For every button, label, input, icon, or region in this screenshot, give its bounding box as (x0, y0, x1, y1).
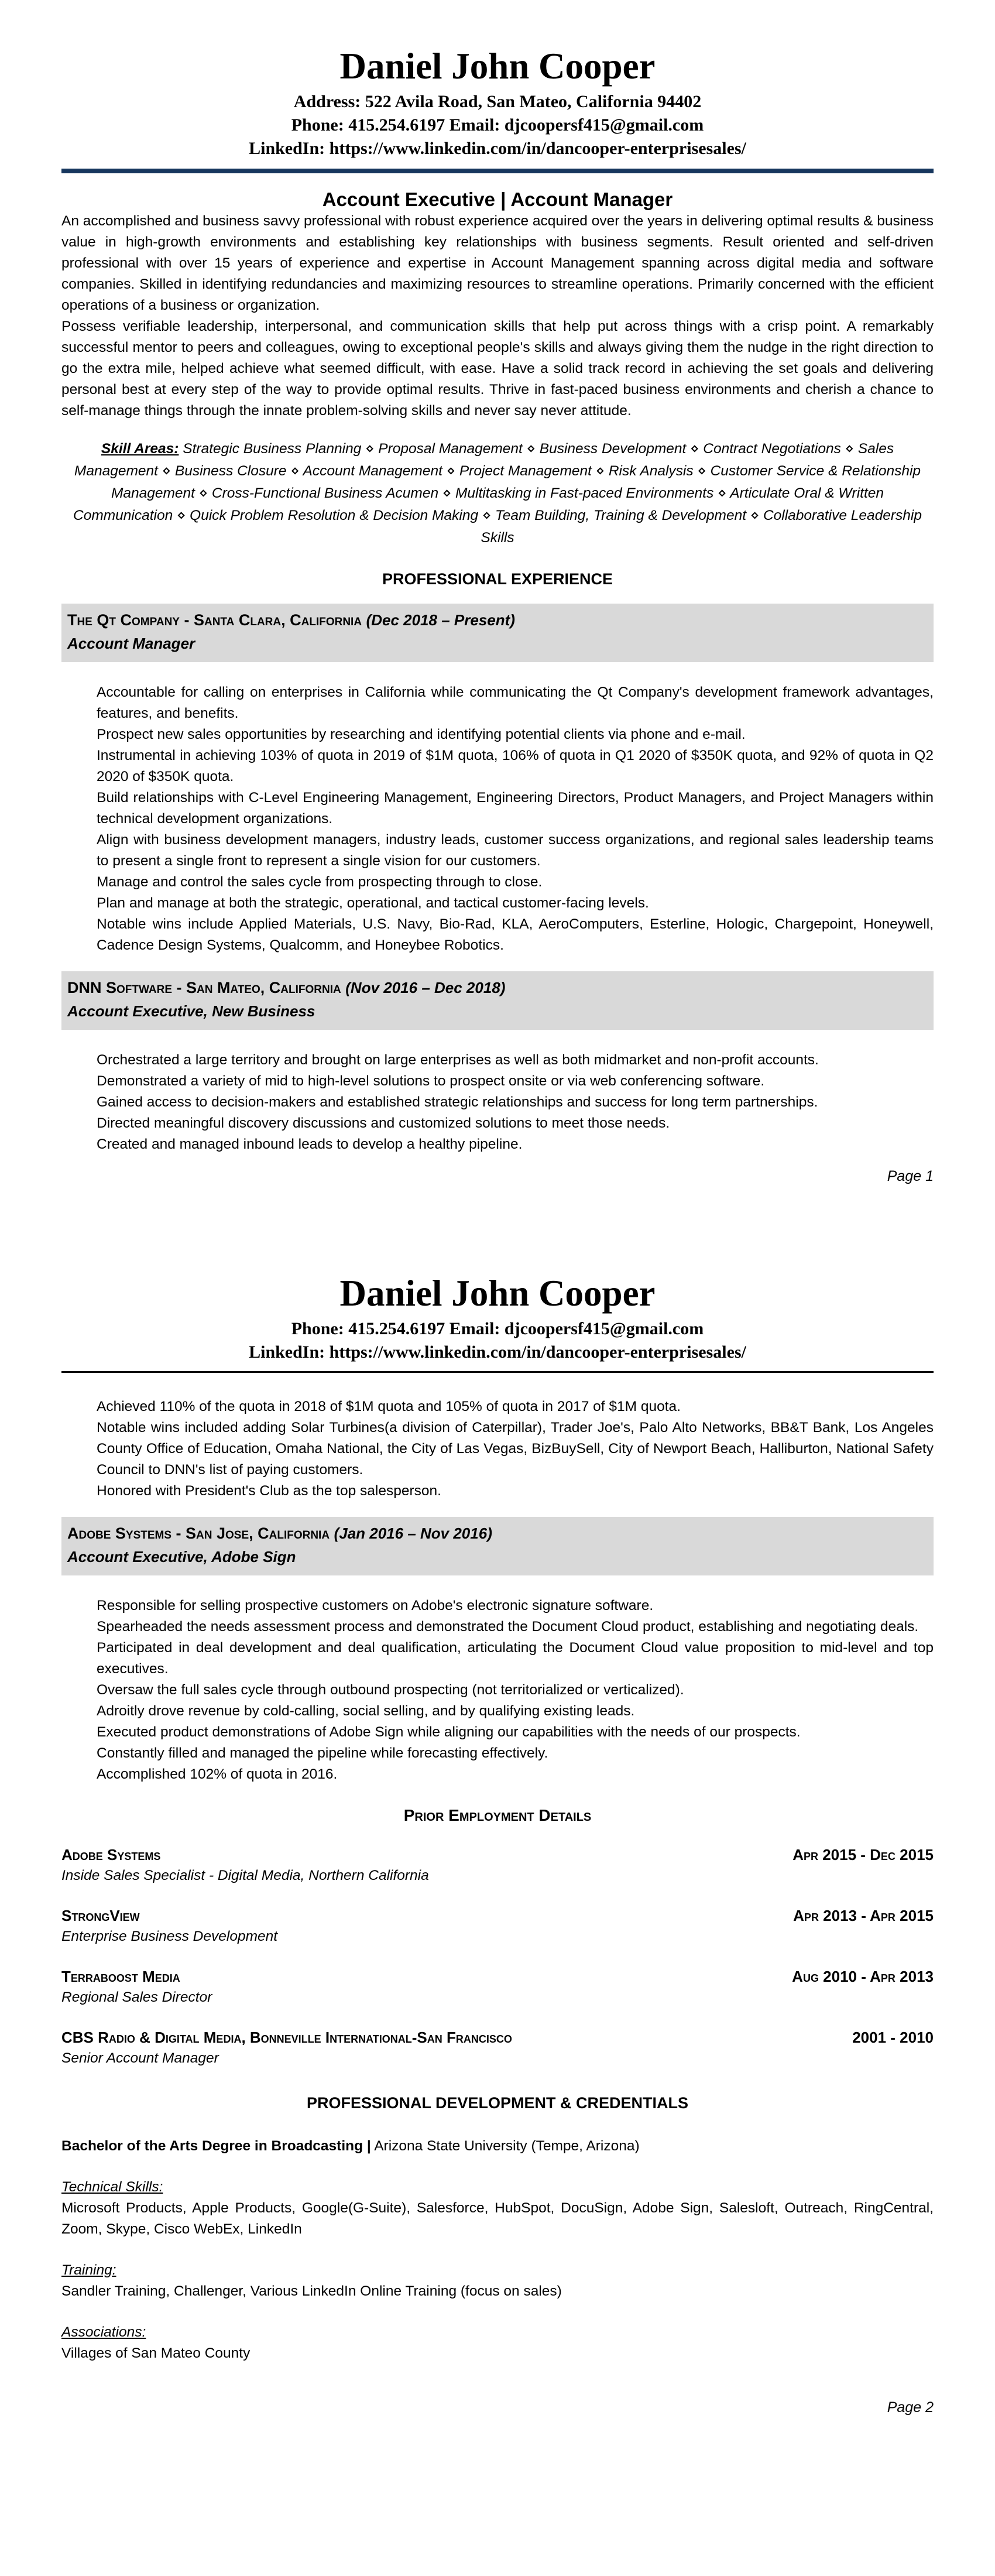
heading-professional-experience: PROFESSIONAL EXPERIENCE (382, 570, 613, 588)
experience-item: Accountable for calling on enterprises in California while communicating the Qt Company's development framework advantages, features, and benefits. (97, 684, 934, 721)
experience-item: Created and managed inbound leads to develop a healthy pipeline. (97, 1136, 523, 1152)
prior-employment-dates: Apr 2015 - Dec 2015 (792, 1846, 934, 1864)
experience-item: Participated in deal development and deal qualification, articulating the Document Cloud value proposition to mid-level and top executives. (97, 1640, 934, 1677)
prior-job-row (61, 1906, 934, 1926)
employment-dates: (Nov 2016 – Dec 2018) (345, 979, 506, 996)
experience-item: Honored with President's Club as the top salesperson. (97, 1483, 441, 1499)
technical-skills-text: Microsoft Products, Apple Products, Google(G-Suite), Salesforce, HubSpot, DocuSign, Adobe Sign, Salesloft, Outreach, RingCentral, Zoom, Skype, Cisco WebEx, LinkedIn (61, 2200, 934, 2237)
resume-page-2 (61, 1273, 934, 2416)
prior-job-row (61, 2027, 934, 2047)
job-company-line (67, 977, 927, 998)
contact-phone-email: Phone: 415.254.6197 Email: djcoopersf415@gmail.com (291, 1319, 704, 1338)
job-role: Account Executive, Adobe Sign (67, 1548, 296, 1566)
experience-item: Prospect new sales opportunities by researching and identifying potential clients via phone and e-mail. (97, 727, 746, 742)
experience-item: Instrumental in achieving 103% of quota in 2019 of $1M quota, 106% of quota in Q1 2020 of $350K quota, and 92% of quota in Q2 2020 of $350K quota. (97, 748, 934, 785)
contact-block (61, 90, 934, 160)
resume-page-1 (61, 46, 934, 1185)
prior-job-cbs-radio (61, 2027, 934, 2068)
associations-text: Villages of San Mateo County (61, 2345, 251, 2361)
contact-block (61, 1317, 934, 1364)
prior-employment-dates: Apr 2013 - Apr 2015 (793, 1907, 934, 1924)
prior-company-name: StrongView (61, 1907, 140, 1924)
job-role: Account Manager (67, 635, 195, 652)
contact-address: Address: 522 Avila Road, San Mateo, California 94402 (293, 92, 702, 111)
experience-item: Adroitly drove revenue by cold-calling, social selling, and by qualifying existing leads. (97, 1703, 635, 1719)
contact-phone-email: Phone: 415.254.6197 Email: djcoopersf415@gmail.com (291, 115, 704, 135)
prior-job-row (61, 1967, 934, 1986)
experience-item: Gained access to decision-makers and established strategic relationships and success for long term partnerships. (97, 1094, 818, 1110)
page-break (61, 1185, 934, 1273)
prior-job-adobe (61, 1845, 934, 1886)
prior-job-role: Senior Account Manager (61, 2050, 219, 2066)
employment-dates: (Dec 2018 – Present) (366, 611, 515, 629)
company-name: DNN Software - San Mateo, California (67, 979, 341, 996)
job-header-dnn-software (61, 971, 934, 1030)
header-divider-black (61, 1371, 934, 1373)
summary-paragraph-2: Possess verifiable leadership, interpersonal, and communication skills that help put across things with a crisp point. A remarkably successful mentor to peers and colleagues, owing to exceptional people's skills and always giving them the nudge in the right direction to go the extra mile, helped achieve what seemed difficult, with ease. Have a solid track record in achieving the set goals and delivering personal best at every step of the way to provide optimal results. Thrive in fast-paced business environments and cherish a chance to self-manage things through the innate problem-solving skills and never say never attitude. (61, 318, 934, 419)
associations-label: Associations: (61, 2324, 146, 2340)
experience-item: Plan and manage at both the strategic, operational, and tactical customer-facing levels. (97, 895, 649, 911)
company-name: Adobe Systems - San Jose, California (67, 1525, 330, 1542)
experience-item: Orchestrated a large territory and brought on large enterprises as well as both midmarket and non-profit accounts. (97, 1052, 819, 1068)
experience-item: Executed product demonstrations of Adobe Sign while aligning our capabilities with the needs of our prospects. (97, 1724, 801, 1740)
heading-professional-development: PROFESSIONAL DEVELOPMENT & CREDENTIALS (306, 2094, 689, 2112)
experience-item: Demonstrated a variety of mid to high-level solutions to prospect onsite or via web conferencing software. (97, 1073, 765, 1089)
prior-job-strongview (61, 1906, 934, 1947)
education-degree (61, 2136, 934, 2157)
job-header-adobe-systems (61, 1517, 934, 1575)
job-company-line (67, 1523, 927, 1544)
prior-job-role: Enterprise Business Development (61, 1928, 278, 1944)
experience-item: Build relationships with C-Level Engineering Management, Engineering Directors, Product Managers, and Project Managers within technical development organizations. (97, 790, 934, 827)
experience-item: Constantly filled and managed the pipeline while forecasting effectively. (97, 1745, 548, 1761)
company-name: The Qt Company - Santa Clara, California (67, 611, 362, 629)
experience-item: Accomplished 102% of quota in 2016. (97, 1766, 338, 1782)
experience-item: Manage and control the sales cycle from prospecting through to close. (97, 874, 543, 890)
prior-job-role: Inside Sales Specialist - Digital Media, Northern California (61, 1868, 429, 1883)
candidate-name: Daniel John Cooper (339, 1273, 656, 1314)
prior-employment-dates: Aug 2010 - Apr 2013 (792, 1968, 934, 1985)
prior-company-name: Adobe Systems (61, 1846, 161, 1864)
degree-title: Bachelor of the Arts Degree in Broadcasting | (61, 2138, 371, 2154)
prior-job-row (61, 1845, 934, 1865)
candidate-name: Daniel John Cooper (339, 46, 656, 87)
job-role: Account Executive, New Business (67, 1002, 315, 1020)
contact-linkedin: LinkedIn: https://www.linkedin.com/in/dancooper-enterprisesales/ (249, 1342, 746, 1362)
summary-paragraph-1: An accomplished and business savvy professional with robust experience acquired over the years in delivering optimal results & business value in high-growth environments and establishing key relationships with business segments. Result oriented and self-driven professional with over 15 years of experience and expertise in Account Management spanning across digital media and software companies. Skilled in identifying redundancies and maximizing resources to streamline operations. Primarily concerned with the efficient operations of a business or organization. (61, 213, 934, 313)
experience-item: Notable wins included adding Solar Turbines(a division of Caterpillar), Trader Joe's, Palo Alto Networks, BB&T Bank, Los Angeles County Office of Education, Omaha National, the City of Las Vegas, BizBuySell, City of Newport Beach, Halliburton, National Safety Council to DNN's list of paying customers. (97, 1420, 934, 1478)
experience-item: Directed meaningful discovery discussions and customized solutions to meet those needs. (97, 1115, 670, 1131)
heading-prior-employment: Prior Employment Details (403, 1806, 592, 1824)
technical-skills-label: Technical Skills: (61, 2179, 163, 2195)
skill-areas-items: Strategic Business Planning ⋄ Proposal Management ⋄ Business Development ⋄ Contract Negotiations ⋄ Sales Management ⋄ Business Closure ⋄ Account Management ⋄ Project Management ⋄ Risk Analysis ⋄ Customer Service & Relationship Management ⋄ Cross-Functional Business Acumen ⋄ Multitasking in Fast-paced Environments ⋄ Articulate Oral & Written Communication ⋄ Quick Problem Resolution & Decision Making ⋄ Team Building, Training & Development ⋄ Collaborative Leadership Skills (73, 441, 922, 546)
job-company-line (67, 609, 927, 631)
training-text: Sandler Training, Challenger, Various LinkedIn Online Training (focus on sales) (61, 2283, 562, 2299)
training-label: Training: (61, 2262, 116, 2278)
page-1-footer: Page 1 (887, 1168, 934, 1184)
experience-item: Achieved 110% of the quota in 2018 of $1M quota and 105% of quota in 2017 of $1M quota. (97, 1399, 681, 1414)
prior-job-role: Regional Sales Director (61, 1989, 212, 2005)
experience-item: Oversaw the full sales cycle through outbound prospecting (not territorialized or verticalized). (97, 1682, 684, 1698)
page-2-footer: Page 2 (887, 2399, 934, 2416)
skill-areas (61, 438, 934, 549)
experience-item: Responsible for selling prospective customers on Adobe's electronic signature software. (97, 1598, 654, 1614)
job-details-dnn-software-continued (61, 1396, 934, 1502)
contact-linkedin: LinkedIn: https://www.linkedin.com/in/dancooper-enterprisesales/ (249, 139, 746, 158)
prior-company-name: Terraboost Media (61, 1968, 180, 1985)
prior-company-name: CBS Radio & Digital Media, Bonneville International-San Francisco (61, 2029, 512, 2046)
job-details-adobe-systems (61, 1595, 934, 1785)
job-header-qt-company (61, 604, 934, 662)
skill-areas-label: Skill Areas: (101, 441, 179, 457)
job-details-qt-company (61, 682, 934, 956)
header-divider-navy (61, 169, 934, 173)
degree-school: Arizona State University (Tempe, Arizona) (374, 2138, 640, 2154)
prior-job-terraboost (61, 1967, 934, 2008)
prior-employment-dates: 2001 - 2010 (852, 2029, 934, 2046)
role-title: Account Executive | Account Manager (322, 189, 673, 210)
experience-item: Notable wins include Applied Materials, U.S. Navy, Bio-Rad, KLA, AeroComputers, Esterline, Hologic, Chargepoint, Honeywell, Cadence Design Systems, Qualcomm, and Honeybee Robotics. (97, 916, 934, 953)
job-details-dnn-software (61, 1050, 934, 1155)
experience-item: Align with business development managers, industry leads, customer success organizations, and regional sales leadership teams to present a single front to represent a single vision for our customers. (97, 832, 934, 869)
employment-dates: (Jan 2016 – Nov 2016) (334, 1525, 492, 1542)
experience-item: Spearheaded the needs assessment process and demonstrated the Document Cloud product, establishing and negotiating deals. (97, 1619, 919, 1635)
